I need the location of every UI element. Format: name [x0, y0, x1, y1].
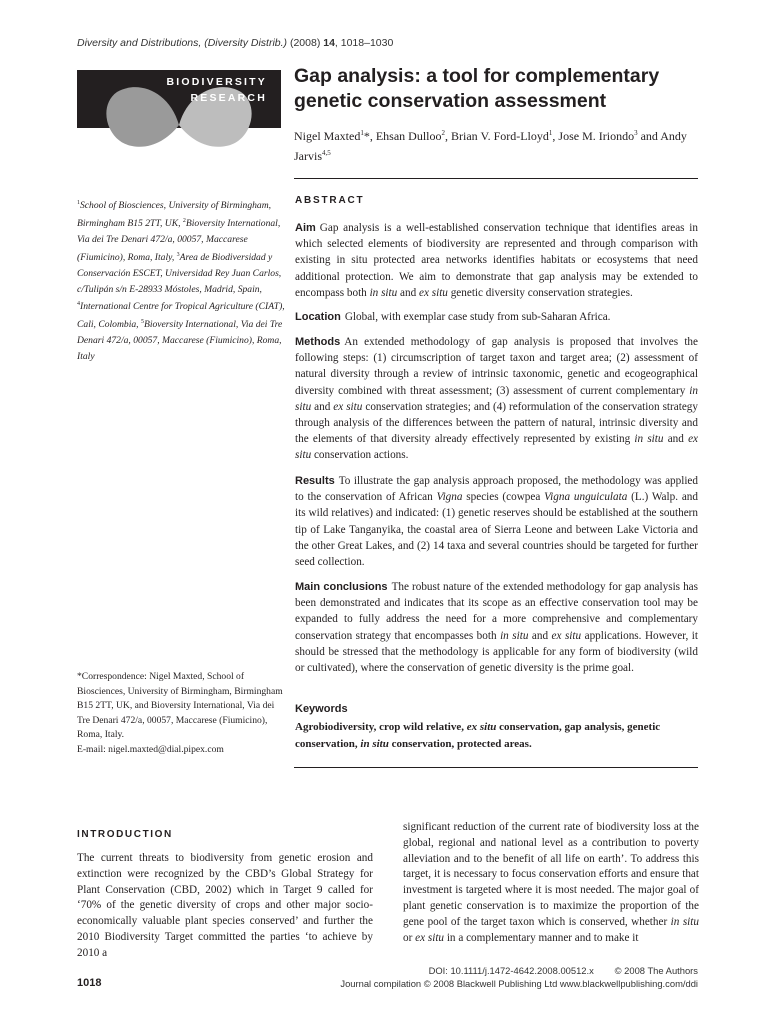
- abstract-aim: [295, 220, 698, 301]
- location-text: Global, with exemplar case study from sub-Saharan Africa.: [344, 311, 611, 323]
- journal-pages: , 1018–1030: [334, 37, 394, 49]
- badge-label: [167, 74, 268, 106]
- author-affiliation-sup: 3: [634, 129, 638, 137]
- methods-italic: in situ: [295, 384, 698, 413]
- journal-citation: [77, 37, 393, 49]
- affiliation-text: International Centre for Tropical Agriculture (CIAT), Cali, Colombia,: [77, 301, 285, 331]
- footer-credits: [340, 964, 698, 990]
- methods-italic: ex situ: [333, 400, 363, 413]
- affiliation-text: Area de Biodiversidad y Conservación ESCET, Universidad Rey Juan Carlos, c/Tulipán s/n E-28933 Móstoles, Madrid, Spain,: [77, 251, 282, 295]
- compilation-line[interactable]: Journal compilation © 2008 Blackwell Publishing Ltd www.blackwellpublishing.com/ddi: [340, 978, 698, 989]
- affiliation-sup: 4: [77, 301, 80, 308]
- methods-italic: in situ: [634, 433, 664, 446]
- results-italic: Vigna: [436, 491, 463, 504]
- results-label: Results: [295, 475, 335, 487]
- intro-italic: ex situ: [415, 931, 445, 944]
- page-number: 1018: [77, 977, 102, 989]
- author-name: Ehsan Dulloo: [375, 129, 442, 143]
- affiliations: [77, 196, 289, 365]
- keywords-text: conservation, protected areas.: [388, 737, 532, 750]
- correspondence-note: [77, 670, 289, 757]
- methods-text: conservation strategies; and (4) reformulation of the conservation strategy through analysis of the differences between the pattern of natural, intrinsic diversity and the elements of that diversity already effectively represented by existing: [295, 400, 698, 446]
- conclusions-label: Main conclusions: [295, 581, 388, 593]
- conclusions-italic: ex situ: [551, 629, 582, 642]
- header-divider: [294, 178, 698, 179]
- methods-text: and: [311, 400, 334, 413]
- badge-line-1: BIODIVERSITY: [166, 76, 267, 88]
- affiliation-sup: 1: [77, 200, 80, 206]
- methods-italic: ex situ: [295, 433, 698, 462]
- badge-line-2: RESEARCH: [190, 92, 267, 104]
- aim-label: Aim: [295, 222, 316, 234]
- journal-volume: 14: [323, 37, 335, 49]
- intro-text: significant reduction of the current rate of biodiversity loss at the global, regional and national level as a contribution to poverty alleviation and to the benefit of all life on earth’. To address this target, it is necessary to focus conservation efforts and ensure that investment is targeted where it is most needed. The major goal of plant genetic conservation is to maximize the proportion of the gene pool of the target taxon which is conserved, whether: [403, 821, 699, 928]
- methods-label: Methods: [295, 336, 341, 348]
- section-badge: [77, 70, 281, 157]
- author-affiliation-sup: 1: [548, 129, 553, 137]
- keywords-list: [295, 719, 698, 752]
- methods-text: conservation actions.: [311, 449, 409, 462]
- methods-text: An extended methodology of gap analysis is proposed that involves the following steps: (1) circumscription of target taxon and target area; (2) assessment of natural diversity through a review of intrinsic taxonomic, genetic and ecogeographical diversity combined with threat assessment; (3) assessment of current complementary: [295, 336, 698, 397]
- abstract-location: [295, 309, 698, 325]
- affiliation-text: Bioversity International, Via dei Tre Denari 472/a, 00057, Maccarese (Fiumicino), Roma, Italy,: [77, 218, 281, 263]
- journal-name: Diversity and Distributions, (Diversity Distrib.): [77, 37, 288, 49]
- author-name: Jose M. Iriondo: [558, 129, 635, 143]
- keywords-text: Agrobiodiversity, crop wild relative,: [295, 721, 467, 733]
- author-name: Brian V. Ford-Lloyd: [451, 129, 549, 143]
- abstract-divider: [294, 767, 698, 768]
- keywords-italic: ex situ: [466, 721, 497, 733]
- conclusions-text: applications. However, it should be stressed that the methodology is applicable for any form of biodiversity (wild or cultivated), where the conservation of genetic diversity is the prime goal.: [295, 629, 698, 675]
- author-separator: ,: [445, 129, 451, 143]
- intro-italic: in situ: [670, 915, 699, 928]
- aim-text: Gap analysis is a well-established conservation technique that identifies areas in which selected elements of biodiversity are represented and through comparison with existing in situ protected area networks identifies habitats or ecosystems that need additional protection. We aim to demonstrate that gap analysis may be extended to encompass both: [295, 222, 698, 299]
- abstract-methods: [295, 334, 698, 464]
- intro-text: in a complementary manner and to make it: [444, 931, 639, 944]
- aim-italic: ex situ: [419, 286, 448, 299]
- author-affiliation-sup: 2: [441, 129, 445, 137]
- affiliation-sup: 2: [182, 217, 186, 224]
- affiliation-text: Bioversity International, Via dei Tre Denari 472/a, 00057, Maccarese (Fiumicino), Roma, Italy: [77, 319, 283, 363]
- title-line-2: genetic conservation assessment: [294, 90, 607, 112]
- conclusions-text: and: [528, 629, 552, 642]
- author-name: Nigel Maxted: [294, 129, 361, 143]
- author-separator: ,: [552, 129, 559, 143]
- author-affiliation-sup: 4,5: [322, 149, 331, 157]
- results-text: species (cowpea: [462, 491, 545, 504]
- doi-line[interactable]: DOI: 10.1111/j.1472-4642.2008.00512.x © 2008 The Authors: [428, 965, 698, 976]
- intro-left-column: The current threats to biodiversity from genetic erosion and extinction were recognized by the CBD’s Global Strategy for Plant Conservation (CBD, 2002) which in Target 9 called for ‘70% of the genetic diversity of crops and other major socio-economically valuable plant species conserved’ and further the 2010 Biodiversity Target committed the parties ‘to achieve by 2010 a: [77, 852, 373, 959]
- results-italic: Vigna unguiculata: [544, 491, 628, 504]
- intro-text: or: [403, 931, 416, 944]
- title-line-1: Gap analysis: a tool for complementary: [294, 65, 660, 87]
- results-text: To illustrate the gap analysis approach proposed, the methodology was applied to the conservation of African: [295, 475, 698, 504]
- aim-text: genetic diversity conservation strategies.: [447, 286, 633, 299]
- intro-right-column: [403, 820, 699, 946]
- affiliation-text: School of Biosciences, University of Birmingham, Birmingham B15 2TT, UK,: [77, 200, 272, 230]
- affiliation-sup: 5: [140, 319, 144, 326]
- keywords-text: conservation, gap analysis, genetic conservation,: [295, 721, 661, 750]
- abstract-heading: ABSTRACT: [295, 195, 365, 206]
- aim-italic: in situ: [369, 286, 398, 299]
- author-separator: *,: [363, 129, 376, 143]
- introduction-heading: INTRODUCTION: [77, 829, 173, 840]
- article-title: [294, 64, 714, 114]
- location-label: Location: [295, 311, 341, 323]
- results-text: (L.) Walp. and its wild relatives) and indicated: (1) genetic reserves should be established at the southern tip of Lake Tanganyika, the coastal area of Sierra Leone and between Lake Victoria and the other Great Lakes, and (2) 14 taxa and several countries should be targeted for further seed collection.: [295, 491, 698, 569]
- abstract-conclusions: [295, 579, 698, 676]
- keywords-heading: Keywords: [295, 703, 348, 715]
- abstract-results: [295, 473, 698, 570]
- conclusions-italic: in situ: [500, 629, 529, 642]
- methods-text: and: [663, 433, 689, 446]
- author-list: [294, 125, 704, 165]
- author-affiliation-sup: 1: [360, 129, 364, 137]
- keywords-italic: in situ: [360, 737, 389, 750]
- journal-year: (2008): [287, 37, 324, 49]
- correspondence-email[interactable]: E-mail: nigel.maxted@dial.pipex.com: [77, 743, 224, 755]
- author-name: Andy Jarvis: [294, 129, 687, 163]
- aim-text: and: [397, 286, 419, 299]
- conclusions-text: The robust nature of the extended methodology for gap analysis has been demonstrated and indicates that its scope as an effective conservation tool may be expanded to fully address the need for a more comprehensive and complementary conservation strategy that encompasses both: [295, 581, 699, 642]
- affiliation-sup: 3: [176, 251, 180, 258]
- correspondence-address: *Correspondence: Nigel Maxted, School of Biosciences, University of Birmingham, Birmingham B15 2TT, UK, and Bioversity International, Via dei Tre Denari 472/a, 00057, Maccarese (Fiumicino), Roma, Italy.: [77, 671, 283, 740]
- author-separator: and: [637, 129, 661, 143]
